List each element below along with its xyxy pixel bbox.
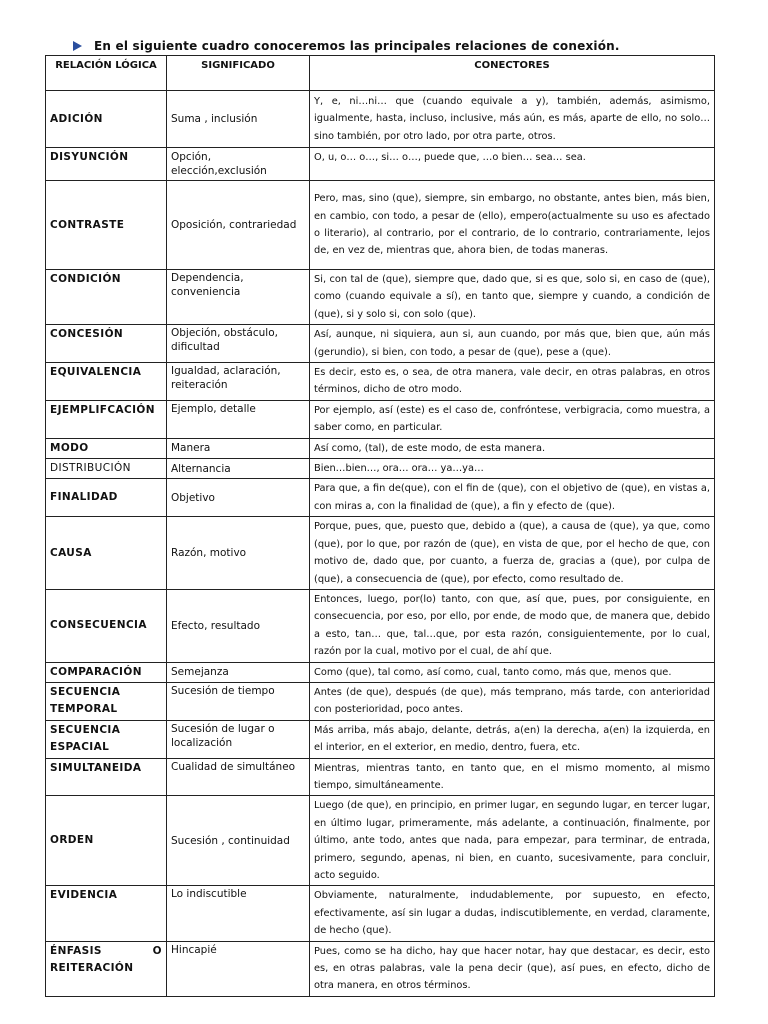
connectors-cell: Obviamente, naturalmente, indudablemente, por supuesto, en efecto, efectivamente, así sin lugar a dudas, indiscutiblemente, en verdad, claramente, de hecho (que). <box>310 886 715 941</box>
table-row <box>46 181 715 270</box>
connectors-cell: Antes (de que), después (de que), más temprano, más tarde, con anterioridad con posterioridad, poco antes. <box>310 682 715 720</box>
table-row <box>46 941 715 996</box>
relation-cell: CONDICIÓN <box>46 270 167 325</box>
meaning-cell: Semejanza <box>167 662 310 682</box>
table-row <box>46 720 715 758</box>
meaning-cell: Cualidad de simultáneo <box>167 758 310 796</box>
relation-cell: COMPARACIÓN <box>46 662 167 682</box>
connectors-cell: Y, e, ni…ni… que (cuando equivale a y), también, además, asimismo, igualmente, hasta, incluso, inclusive, más aún, es más, aparte de ello, no solo… sino también, por otro lado, por otra parte, otros. <box>310 91 715 148</box>
meaning-cell: Sucesión de tiempo <box>167 682 310 720</box>
connectors-cell: Así, aunque, ni siquiera, aun si, aun cuando, por más que, bien que, aún más (gerundio), si bien, con todo, a pesar de (que), pese a (que). <box>310 325 715 363</box>
relation-cell: CAUSA <box>46 517 167 590</box>
relation-cell: ORDEN <box>46 796 167 886</box>
table-row <box>46 682 715 720</box>
table-row <box>46 270 715 325</box>
meaning-cell: Dependencia, conveniencia <box>167 270 310 325</box>
connectors-cell: Bien…bien…, ora… ora… ya…ya… <box>310 459 715 479</box>
table-row <box>46 886 715 941</box>
connectors-cell: Como (que), tal como, así como, cual, tanto como, más que, menos que. <box>310 662 715 682</box>
relation-cell: ÉNFASIS O REITERACIÓN <box>46 941 167 996</box>
meaning-cell: Objeción, obstáculo, dificultad <box>167 325 310 363</box>
meaning-cell: Hincapié <box>167 941 310 996</box>
connectors-cell: Entonces, luego, por(lo) tanto, con que, así que, pues, por consiguiente, en consecuencia, por eso, por ello, por ende, de modo que, de manera que, debido a esto, tan… que, tal…que, por esta razón, consiguientemente, por lo cual, razón por la cual, motivo por el cual, de ahí que. <box>310 589 715 662</box>
connectors-cell: Si, con tal de (que), siempre que, dado que, si es que, solo si, en caso de (que), como (cuando equivale a sí), en tanto que, siempre y cuando, a condición de (que), si y solo si, con solo (que). <box>310 270 715 325</box>
table-row <box>46 91 715 148</box>
meaning-cell: Manera <box>167 438 310 458</box>
table-header-row <box>46 56 715 91</box>
relation-cell: CONCESIÓN <box>46 325 167 363</box>
connectors-cell: Para que, a fin de(que), con el fin de (que), con el objetivo de (que), en vistas a, con miras a, con la finalidad de (que), a fin y efecto de (que). <box>310 479 715 517</box>
meaning-cell: Opción, elección,exclusión <box>167 148 310 181</box>
relation-cell: CONSECUENCIA <box>46 589 167 662</box>
connectors-cell: Luego (de que), en principio, en primer lugar, en segundo lugar, en tercer lugar, en último lugar, primeramente, más adelante, a continuación, finalmente, por último, ante todo, antes que nada, para empezar, para terminar, de entrada, primero, segundo, apenas, ni bien, en cuanto, sucesivamente, para concluir, acto seguido. <box>310 796 715 886</box>
meaning-cell: Suma , inclusión <box>167 91 310 148</box>
intro-text: En el siguiente cuadro conoceremos las principales relaciones de conexión. <box>94 39 620 53</box>
connectors-cell: Pues, como se ha dicho, hay que hacer notar, hay que destacar, es decir, esto es, en otras palabras, vale la pena decir (que), así pues, en efecto, dicho de otra manera, en otros términos. <box>310 941 715 996</box>
header-relacion: RELACIÓN LÓGICA <box>46 56 167 91</box>
connectors-cell: Por ejemplo, así (este) es el caso de, confróntese, verbigracia, como muestra, a saber como, en particular. <box>310 400 715 438</box>
table-row <box>46 517 715 590</box>
connectors-cell: Más arriba, más abajo, delante, detrás, a(en) la derecha, a(en) la izquierda, en el interior, en el exterior, en medio, dentro, fuera, etc. <box>310 720 715 758</box>
meaning-cell: Objetivo <box>167 479 310 517</box>
meaning-cell: Efecto, resultado <box>167 589 310 662</box>
table-row <box>46 459 715 479</box>
intro-heading <box>73 36 620 56</box>
connectors-cell: O, u, o… o…, si… o…, puede que, …o bien… sea… sea. <box>310 148 715 181</box>
relation-cell: SECUENCIA TEMPORAL <box>46 682 167 720</box>
relation-cell: ADICIÓN <box>46 91 167 148</box>
relation-cell: MODO <box>46 438 167 458</box>
table-row <box>46 758 715 796</box>
meaning-cell: Lo indiscutible <box>167 886 310 941</box>
meaning-cell: Oposición, contrariedad <box>167 181 310 270</box>
table-row <box>46 438 715 458</box>
relation-cell: DISYUNCIÓN <box>46 148 167 181</box>
relation-cell: CONTRASTE <box>46 181 167 270</box>
meaning-cell: Sucesión , continuidad <box>167 796 310 886</box>
meaning-cell: Alternancia <box>167 459 310 479</box>
relation-cell: SIMULTANEIDA <box>46 758 167 796</box>
relation-cell: EVIDENCIA <box>46 886 167 941</box>
meaning-cell: Igualdad, aclaración, reiteración <box>167 363 310 401</box>
meaning-cell: Sucesión de lugar o localización <box>167 720 310 758</box>
connectors-cell: Mientras, mientras tanto, en tanto que, en el mismo momento, al mismo tiempo, simultáneamente. <box>310 758 715 796</box>
header-significado: SIGNIFICADO <box>167 56 310 91</box>
relation-cell: FINALIDAD <box>46 479 167 517</box>
relation-cell: DISTRIBUCIÓN <box>46 459 167 479</box>
arrow-bullet-icon <box>73 41 82 51</box>
header-conectores: CONECTORES <box>310 56 715 91</box>
connectors-table <box>45 55 715 997</box>
meaning-cell: Razón, motivo <box>167 517 310 590</box>
table-row <box>46 796 715 886</box>
connectors-cell: Es decir, esto es, o sea, de otra manera, vale decir, en otras palabras, en otros términos, dicho de otro modo. <box>310 363 715 401</box>
connectors-cell: Así como, (tal), de este modo, de esta manera. <box>310 438 715 458</box>
table-row <box>46 148 715 181</box>
table-row <box>46 325 715 363</box>
table-row <box>46 400 715 438</box>
table-row <box>46 479 715 517</box>
table-row <box>46 363 715 401</box>
connectors-cell: Pero, mas, sino (que), siempre, sin embargo, no obstante, antes bien, más bien, en cambio, con todo, a pesar de (ello), empero(actualmente su uso es afectado o literario), al contrario, por el contrario, de lo contrario, contrariamente, lejos de, en vez de, mientras que, ahora bien, de todas maneras. <box>310 181 715 270</box>
meaning-cell: Ejemplo, detalle <box>167 400 310 438</box>
relation-cell: EQUIVALENCIA <box>46 363 167 401</box>
relation-cell: SECUENCIA ESPACIAL <box>46 720 167 758</box>
connectors-cell: Porque, pues, que, puesto que, debido a (que), a causa de (que), ya que, como (que), por lo que, por razón de (que), en vista de que, por el hecho de que, con motivo de, dado que, por cuanto, a fuerza de, gracias a (que), por culpa de (que), a consecuencia de (que), por efecto, como resultado de. <box>310 517 715 590</box>
table-row <box>46 589 715 662</box>
relation-cell: EJEMPLIFCACIÓN <box>46 400 167 438</box>
table-row <box>46 662 715 682</box>
